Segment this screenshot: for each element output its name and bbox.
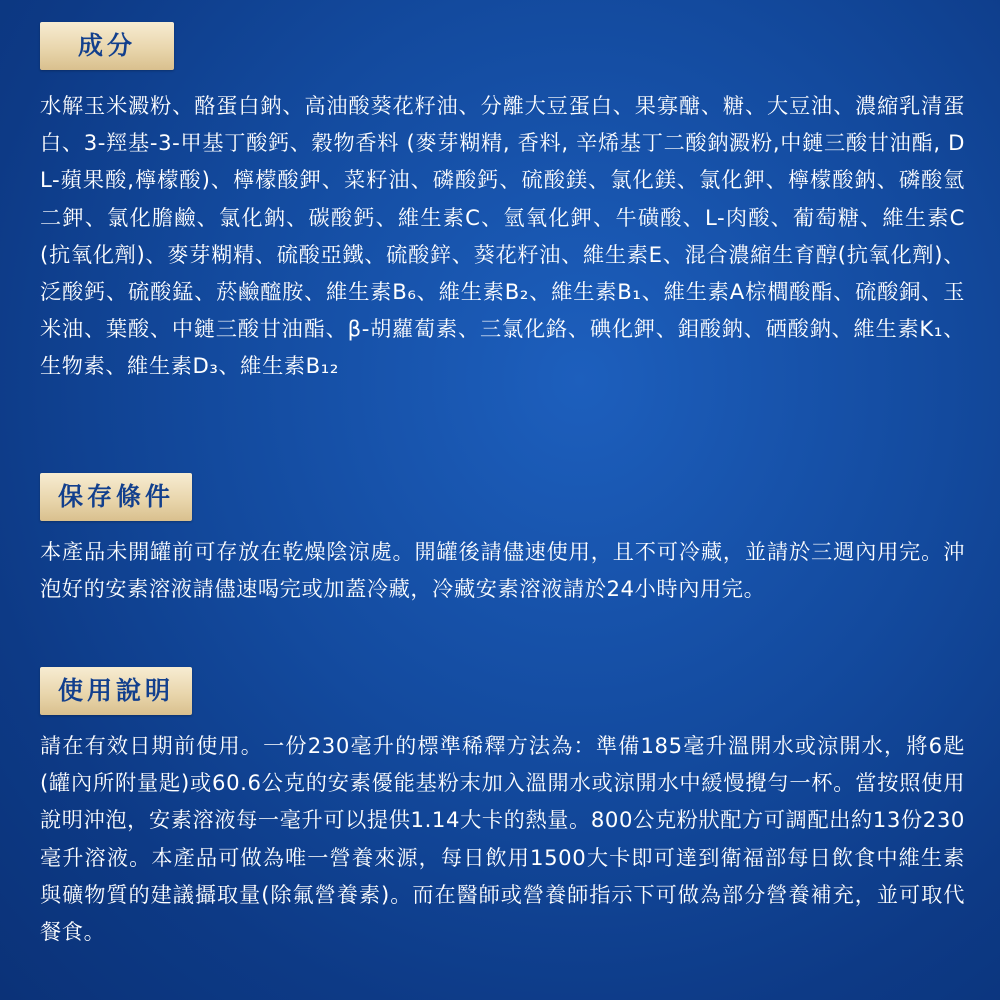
storage-text: 本產品未開罐前可存放在乾燥陰涼處。開罐後請儘速使用，且不可冷藏，並請於三週內用完。沖泡好的安素溶液請儘速喝完或加蓋冷藏，冷藏安素溶液請於24小時內用完。 xyxy=(40,539,965,602)
storage-section xyxy=(40,473,965,607)
ingredients-text: 水解玉米澱粉、酪蛋白鈉、高油酸葵花籽油、分離大豆蛋白、果寡醣、糖、大豆油、濃縮乳清蛋白、3-羥基-3-甲基丁酸鈣、穀物香料 (麥芽糊精, 香料, 辛烯基丁二酸鈉澱粉,中鏈三酸甘油酯, DL-蘋果酸,檸檬酸)、檸檬酸鉀、菜籽油、磷酸鈣、硫酸鎂、氯化鎂、氯化鉀、檸檬酸鈉、磷酸氫二鉀、氯化膽鹼、氯化鈉、碳酸鈣、維生素C、氫氧化鉀、牛磺酸、L-肉酸、葡萄糖、維生素C(抗氧化劑)、麥芽糊精、硫酸亞鐵、硫酸鋅、葵花籽油、維生素E、混合濃縮生育醇(抗氧化劑)、泛酸鈣、硫酸錳、菸鹼醯胺、維生素B₆、維生素B₂、維生素B₁、維生素A棕櫚酸酯、硫酸銅、玉米油、葉酸、中鏈三酸甘油酯、β-胡蘿蔔素、三氯化鉻、碘化鉀、鉬酸鈉、硒酸鈉、維生素K₁、生物素、維生素D₃、維生素B₁₂ xyxy=(40,93,965,379)
ingredients-heading: 成分 xyxy=(40,22,174,70)
usage-section xyxy=(40,667,965,950)
ingredients-section xyxy=(40,22,965,385)
usage-heading: 使用說明 xyxy=(40,667,192,715)
usage-text: 請在有效日期前使用。一份230毫升的標準稀釋方法為：準備185毫升溫開水或涼開水，將6匙(罐內所附量匙)或60.6公克的安素優能基粉末加入溫開水或涼開水中緩慢攪勻一杯。當按照使用說明沖泡，安素溶液每一毫升可以提供1.14大卡的熱量。800公克粉狀配方可調配出約13份230毫升溶液。本產品可做為唯一營養來源，每日飲用1500大卡即可達到衛福部每日飲食中維生素與礦物質的建議攝取量(除氟營養素)。而在醫師或營養師指示下可做為部分營養補充，並可取代餐食。 xyxy=(40,733,965,945)
storage-heading: 保存條件 xyxy=(40,473,192,521)
